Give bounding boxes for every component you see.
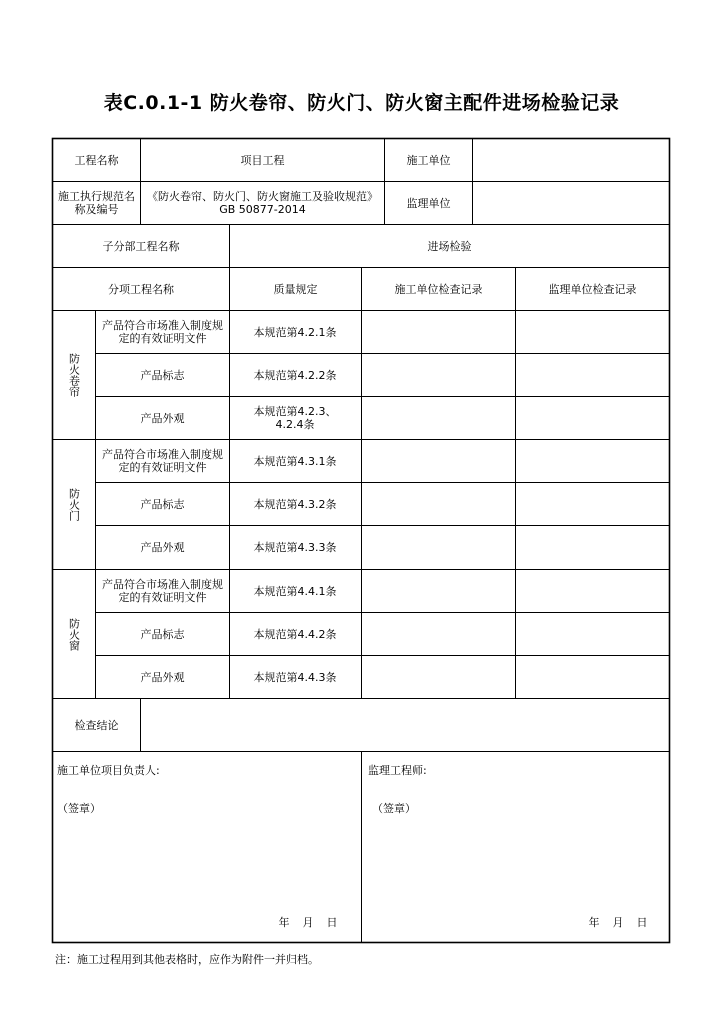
group-1-row-2-supervision-record[interactable] xyxy=(516,526,669,569)
group-name-fire-shutter: 防火卷帘 xyxy=(67,353,81,397)
standard-value-line1: 《防火卷帘、防火门、防火窗施工及验收规范》 xyxy=(147,190,378,203)
group-1-row-1-item: 产品标志 xyxy=(140,497,185,511)
group-2-row-0-construction-record[interactable] xyxy=(362,570,515,612)
supervision-seal: （签章） xyxy=(372,801,416,815)
sub-division-label: 子分部工程名称 xyxy=(102,239,180,253)
group-0-row-0-item: 产品符合市场准入制度规定的有效证明文件 xyxy=(102,319,223,345)
project-name-value[interactable]: 项目工程 xyxy=(240,153,285,167)
group-1-row-1-construction-record[interactable] xyxy=(362,483,515,525)
construction-date-year: 年 xyxy=(278,915,290,929)
group-2-row-2-item: 产品外观 xyxy=(140,670,185,684)
group-2-row-1-supervision-record[interactable] xyxy=(516,613,669,655)
group-0-row-2-rule: 本规范第4.2.3、4.2.4条 xyxy=(253,405,337,431)
group-1-row-0-rule: 本规范第4.3.1条 xyxy=(253,454,337,468)
group-2-row-0-supervision-record[interactable] xyxy=(516,570,669,612)
group-2-row-0-rule: 本规范第4.4.1条 xyxy=(253,584,337,598)
column-item-name: 分项工程名称 xyxy=(108,282,174,296)
construction-date-day: 日 xyxy=(326,915,338,929)
conclusion-value[interactable] xyxy=(141,699,669,751)
group-1-row-1-rule: 本规范第4.3.2条 xyxy=(253,497,337,511)
group-1-row-2-item: 产品外观 xyxy=(140,541,185,554)
group-2-row-2-supervision-record[interactable] xyxy=(516,656,669,698)
group-0-row-0-construction-record[interactable] xyxy=(362,311,515,353)
standard-label: 施工执行规范名称及编号 xyxy=(58,190,135,216)
group-2-row-1-construction-record[interactable] xyxy=(362,613,515,655)
group-1-row-2-rule: 本规范第4.3.3条 xyxy=(253,541,337,554)
standard-value-line2: GB 50877-2014 xyxy=(219,203,306,216)
group-1-row-0-item: 产品符合市场准入制度规定的有效证明文件 xyxy=(102,448,223,474)
column-supervision-record: 监理单位检查记录 xyxy=(548,282,637,296)
column-quality-rule: 质量规定 xyxy=(273,282,318,296)
construction-date-month: 月 xyxy=(302,915,314,929)
form-title: 表C.0.1-1 防火卷帘、防火门、防火窗主配件进场检验记录 xyxy=(103,92,620,114)
group-0-row-2-construction-record[interactable] xyxy=(362,397,515,439)
group-1-row-0-supervision-record[interactable] xyxy=(516,440,669,482)
supervision-signer-label: 监理工程师: xyxy=(368,763,427,777)
construction-signer-label: 施工单位项目负责人: xyxy=(57,763,160,777)
supervision-date-day: 日 xyxy=(636,915,648,929)
group-1-row-2-construction-record[interactable] xyxy=(362,526,515,569)
group-0-row-0-supervision-record[interactable] xyxy=(516,311,669,353)
group-name-fire-window: 防火窗 xyxy=(67,617,81,651)
project-name-label: 工程名称 xyxy=(74,153,119,167)
construction-seal: （签章） xyxy=(57,801,101,815)
footnote: 注：施工过程用到其他表格时，应作为附件一并归档。 xyxy=(55,953,319,966)
group-0-row-2-supervision-record[interactable] xyxy=(516,397,669,439)
group-0-row-0-rule: 本规范第4.2.1条 xyxy=(253,325,337,339)
supervision-unit-value[interactable] xyxy=(473,182,669,224)
group-name-fire-door: 防火门 xyxy=(67,488,81,521)
supervision-unit-label: 监理单位 xyxy=(406,196,451,210)
group-1-row-0-construction-record[interactable] xyxy=(362,440,515,482)
group-2-row-2-rule: 本规范第4.4.3条 xyxy=(253,670,337,684)
group-0-row-1-rule: 本规范第4.2.2条 xyxy=(253,368,337,382)
construction-unit-label: 施工单位 xyxy=(406,153,451,167)
group-2-row-2-construction-record[interactable] xyxy=(362,656,515,698)
standard-value[interactable] xyxy=(141,182,384,224)
group-0-row-1-supervision-record[interactable] xyxy=(516,354,669,396)
group-0-row-1-item: 产品标志 xyxy=(140,368,185,382)
column-construction-record: 施工单位检查记录 xyxy=(394,282,483,296)
group-2-row-1-item: 产品标志 xyxy=(140,627,185,641)
group-2-row-0-item: 产品符合市场准入制度规定的有效证明文件 xyxy=(102,578,223,604)
construction-unit-value[interactable] xyxy=(473,139,669,181)
conclusion-label: 检查结论 xyxy=(74,718,119,732)
group-0-row-1-construction-record[interactable] xyxy=(362,354,515,396)
supervision-date-month: 月 xyxy=(612,915,624,929)
sub-division-value: 进场检验 xyxy=(427,239,472,253)
group-0-row-2-item: 产品外观 xyxy=(140,411,185,425)
group-2-row-1-rule: 本规范第4.4.2条 xyxy=(253,627,337,641)
group-1-row-1-supervision-record[interactable] xyxy=(516,483,669,525)
supervision-date-year: 年 xyxy=(588,915,600,929)
